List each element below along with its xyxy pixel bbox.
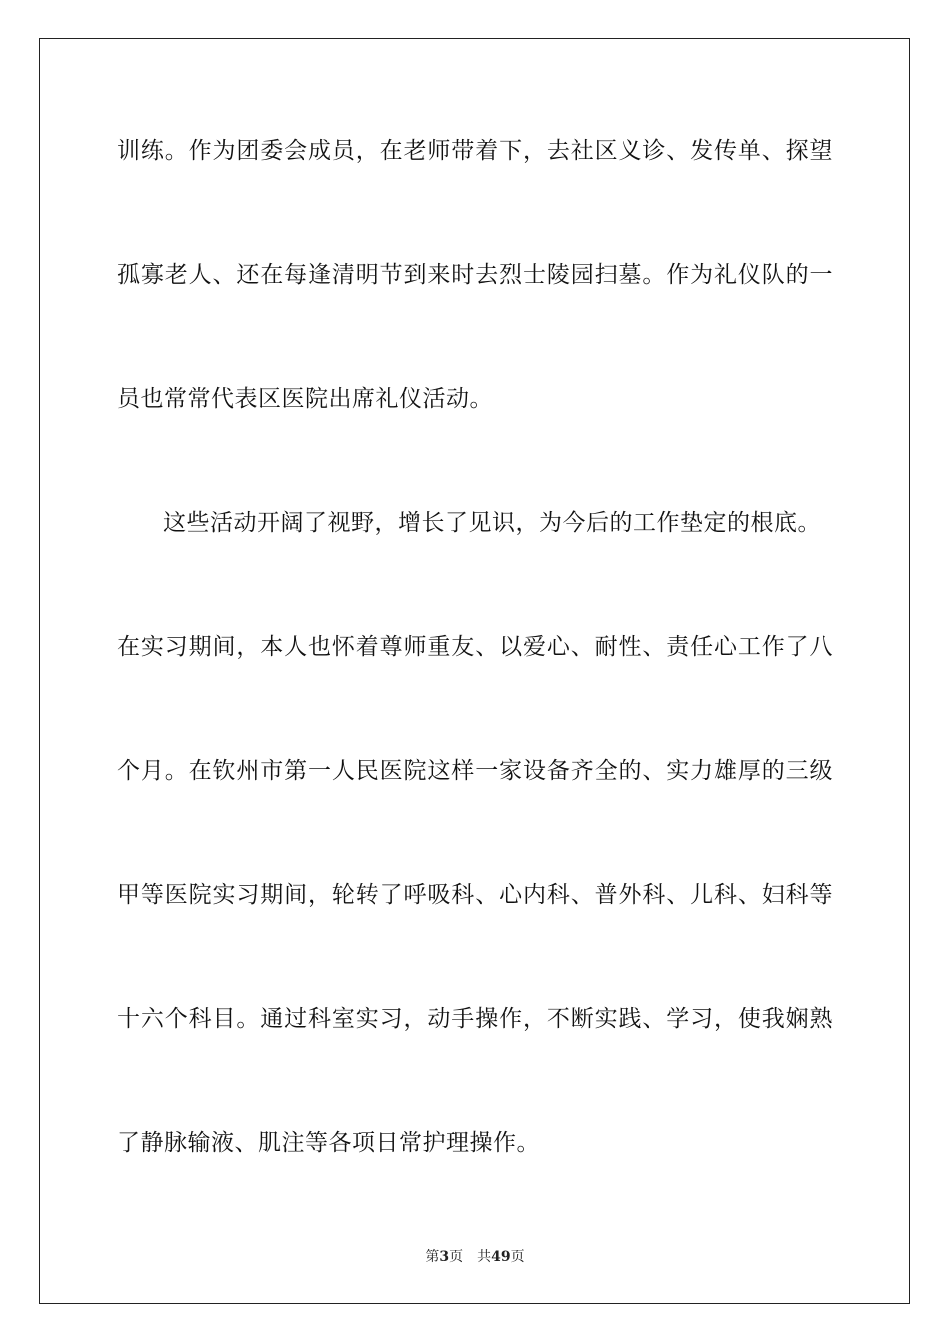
body-line: 员也常常代表区医院出席礼仪活动。 xyxy=(117,386,493,412)
page-border xyxy=(39,38,910,1304)
total-pages: 49 xyxy=(491,1249,511,1265)
body-line: 训练。作为团委会成员，在老师带着下，去社区义诊、发传单、探望 xyxy=(117,138,833,164)
body-line: 了静脉输液、肌注等各项日常护理操作。 xyxy=(117,1130,540,1156)
page-number: 3 xyxy=(439,1249,450,1265)
body-line: 甲等医院实习期间，轮转了呼吸科、心内科、普外科、儿科、妇科等 xyxy=(117,882,833,908)
body-line: 个月。在钦州市第一人民医院这样一家设备齐全的、实力雄厚的三级 xyxy=(117,758,833,784)
body-line: 在实习期间，本人也怀着尊师重友、以爱心、耐性、责任心工作了八 xyxy=(117,634,833,660)
page-prefix: 第 xyxy=(425,1249,440,1265)
page-suffix: 页 xyxy=(449,1249,464,1265)
total-prefix: 共 xyxy=(477,1249,492,1265)
page-footer xyxy=(0,1248,950,1266)
body-line: 孤寡老人、还在每逢清明节到来时去烈士陵园扫墓。作为礼仪队的一 xyxy=(117,262,833,288)
body-line: 十六个科目。通过科室实习，动手操作，不断实践、学习，使我娴熟 xyxy=(117,1006,833,1032)
body-line-paragraph-start: 这些活动开阔了视野，增长了见识，为今后的工作垫定的根底。 xyxy=(163,510,821,536)
total-suffix: 页 xyxy=(510,1249,525,1265)
